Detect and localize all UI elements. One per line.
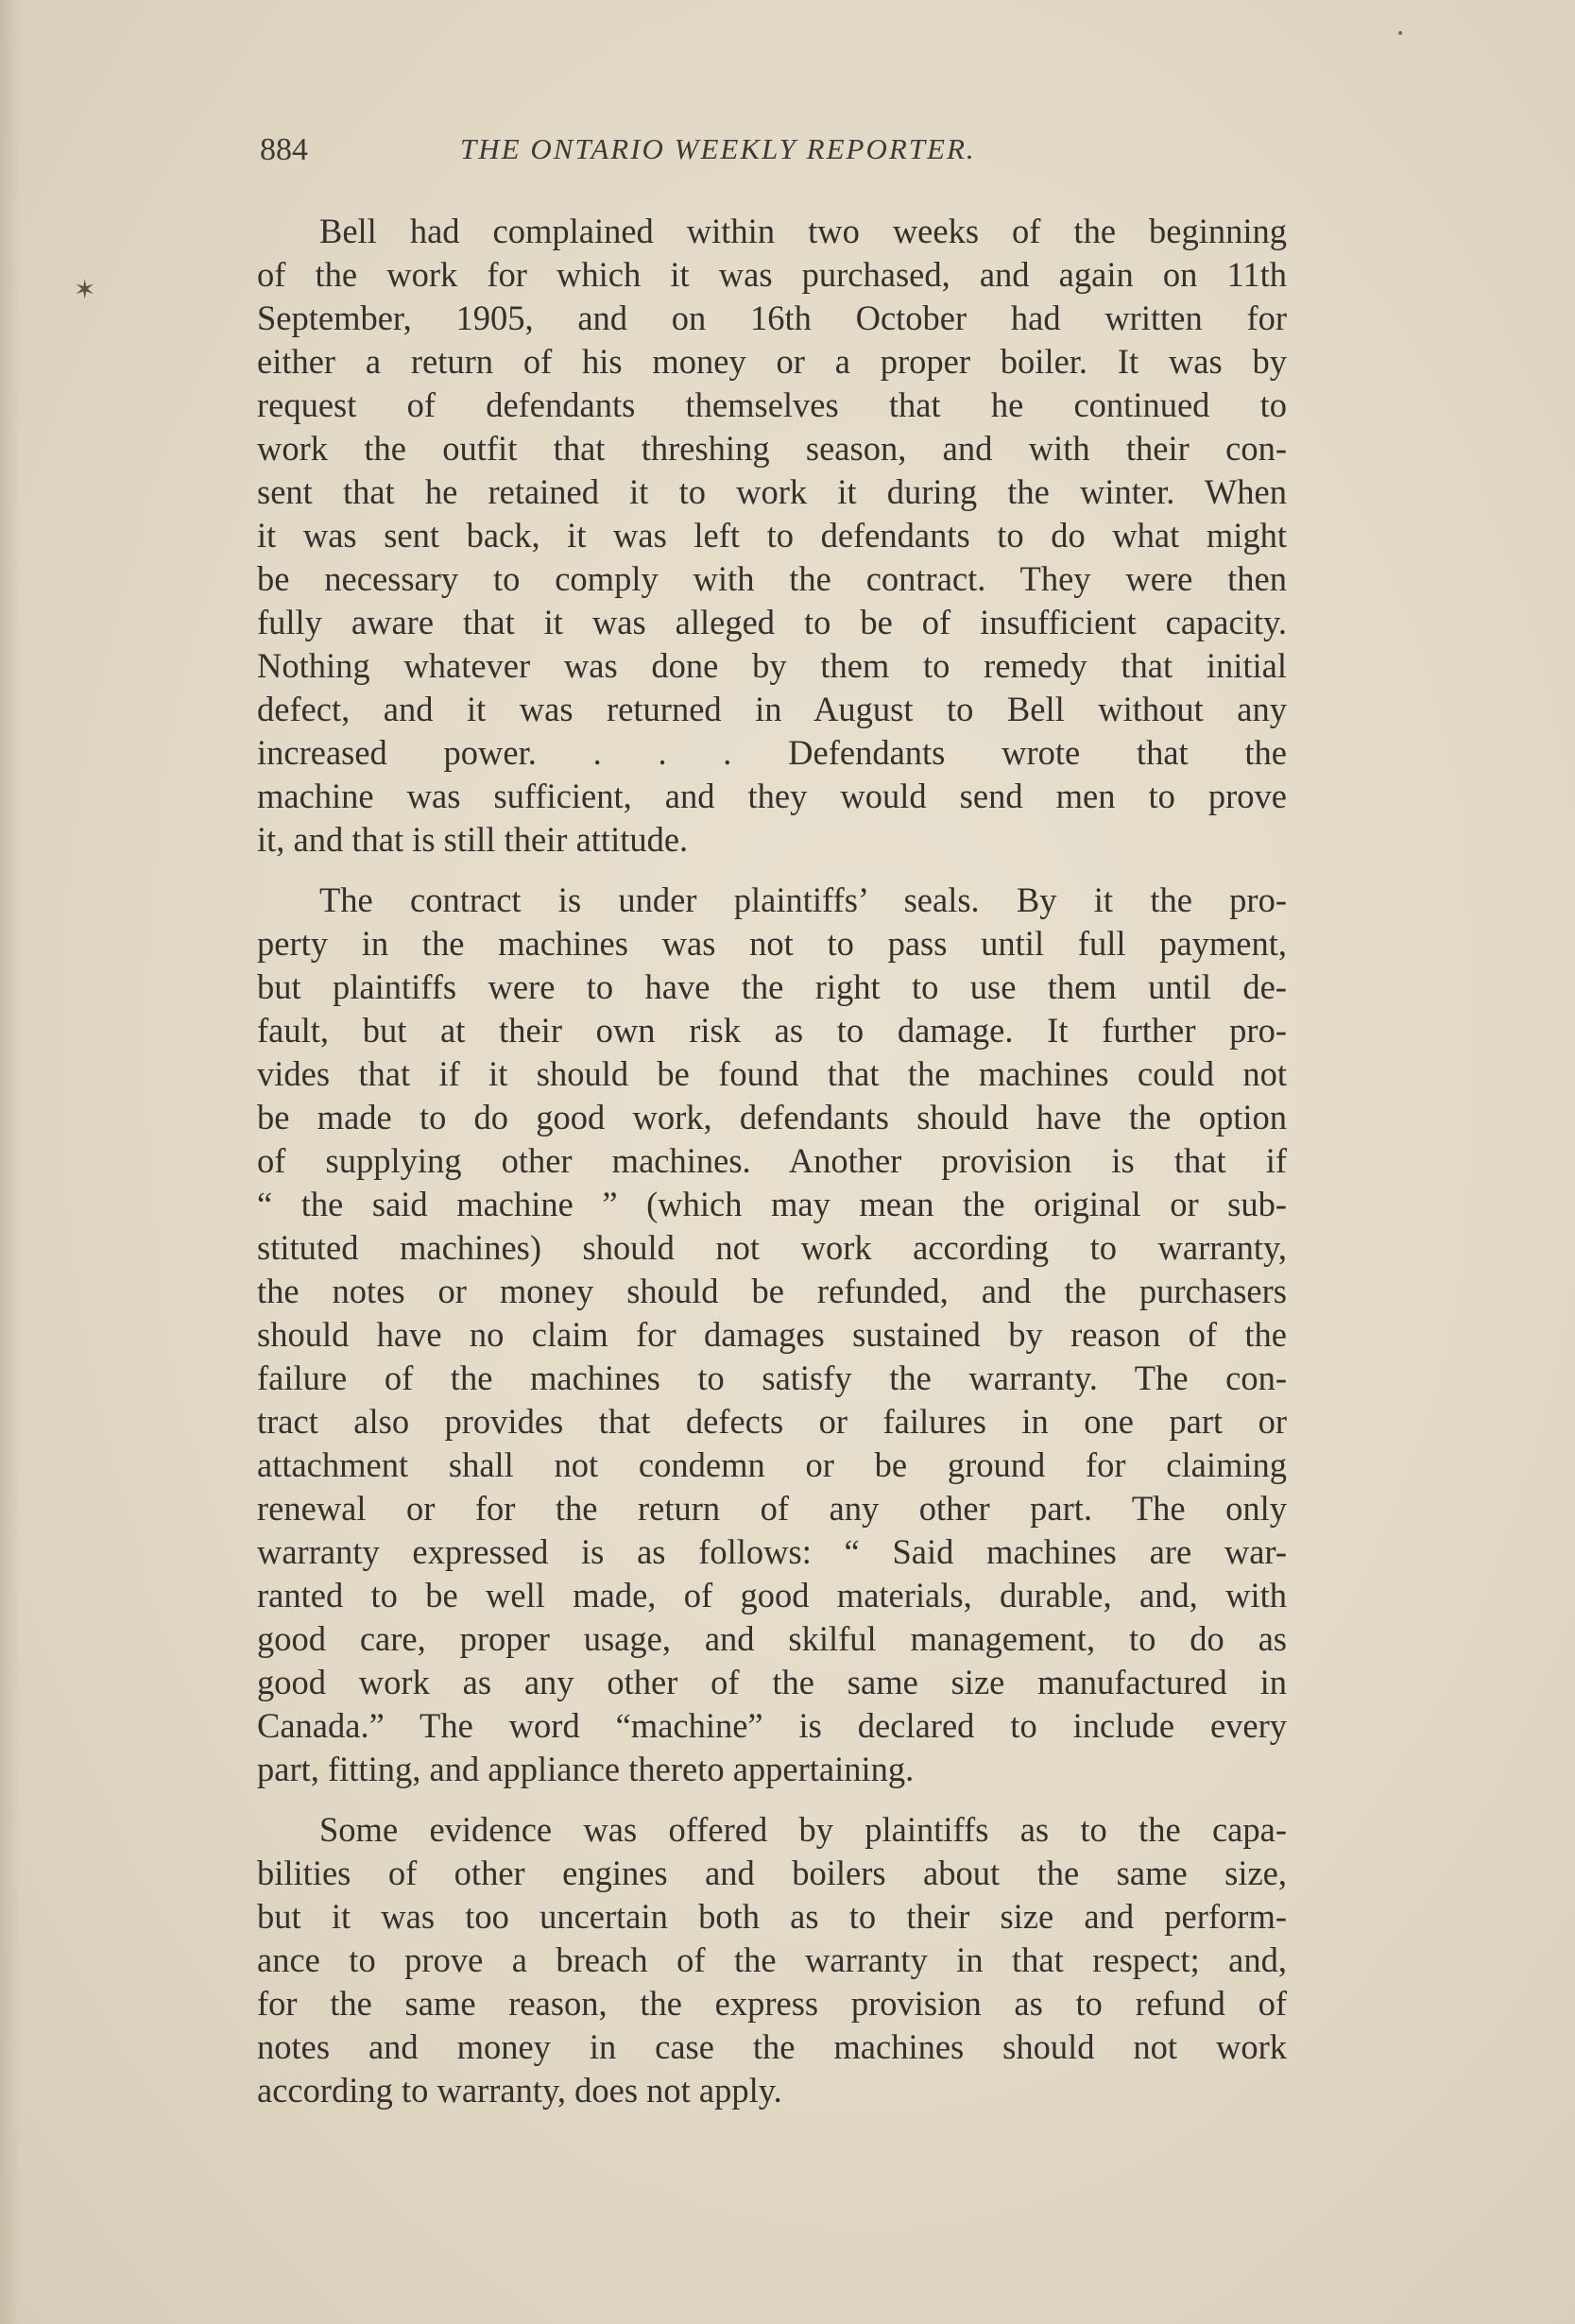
text-line: it was sent back, it was left to defendants to do what might bbox=[257, 516, 1287, 555]
text-line: increased power. . . . Defendants wrote that the bbox=[257, 733, 1287, 772]
text-line: of the work for which it was purchased, and again on 11th bbox=[257, 255, 1287, 294]
body-text bbox=[257, 210, 1287, 2129]
text-line: September, 1905, and on 16th October had written for bbox=[257, 299, 1287, 337]
text-line: “ the said machine ” (which may mean the original or sub- bbox=[257, 1185, 1287, 1223]
text-line: Nothing whatever was done by them to remedy that initial bbox=[257, 646, 1287, 685]
text-line: good care, proper usage, and skilful management, to do as bbox=[257, 1619, 1287, 1658]
text-line: defect, and it was returned in August to Bell without any bbox=[257, 690, 1287, 728]
text-line: perty in the machines was not to pass until full payment, bbox=[257, 924, 1287, 963]
running-title: THE ONTARIO WEEKLY REPORTER. bbox=[460, 132, 976, 165]
text-line: Some evidence was offered by plaintiffs as to the capa- bbox=[319, 1810, 1287, 1849]
text-line: vides that if it should be found that the machines could not bbox=[257, 1054, 1287, 1093]
paragraph bbox=[257, 210, 1287, 862]
text-line: machine was sufficient, and they would send men to prove bbox=[257, 777, 1287, 815]
text-line: of supplying other machines. Another provision is that if bbox=[257, 1141, 1287, 1180]
text-line: renewal or for the return of any other part. The only bbox=[257, 1489, 1287, 1528]
text-line: tract also provides that defects or failures in one part or bbox=[257, 1402, 1287, 1441]
margin-mark: ✶ bbox=[74, 274, 96, 305]
text-line: be made to do good work, defendants should have the option bbox=[257, 1098, 1287, 1136]
page-header bbox=[260, 132, 1299, 189]
text-line: bilities of other engines and boilers about the same size, bbox=[257, 1854, 1287, 1892]
text-line: Bell had complained within two weeks of the beginning bbox=[319, 212, 1287, 250]
text-line: attachment shall not condemn or be ground for claiming bbox=[257, 1445, 1287, 1484]
text-line: the notes or money should be refunded, and the purchasers bbox=[257, 1272, 1287, 1310]
text-line: be necessary to comply with the contract. They were then bbox=[257, 559, 1287, 598]
speck-mark: • bbox=[1396, 26, 1405, 42]
text-line: Canada.” The word “machine” is declared to include every bbox=[257, 1706, 1287, 1745]
page-number: 884 bbox=[260, 132, 308, 167]
text-line: for the same reason, the express provision as to refund of bbox=[257, 1984, 1287, 2023]
text-line: according to warranty, does not apply. bbox=[257, 2071, 782, 2110]
text-line: notes and money in case the machines should not work bbox=[257, 2027, 1287, 2066]
text-line: ranted to be well made, of good materials, durable, and, with bbox=[257, 1576, 1287, 1615]
text-line: warranty expressed is as follows: “ Said machines are war- bbox=[257, 1532, 1287, 1571]
paragraph bbox=[257, 1808, 1287, 2112]
text-line: fault, but at their own risk as to damage. It further pro- bbox=[257, 1011, 1287, 1050]
text-line: ance to prove a breach of the warranty in that respect; and, bbox=[257, 1940, 1287, 1979]
text-line: stituted machines) should not work according to warranty, bbox=[257, 1228, 1287, 1267]
text-line: The contract is under plaintiffs’ seals. By it the pro- bbox=[319, 880, 1287, 919]
text-line: failure of the machines to satisfy the warranty. The con- bbox=[257, 1359, 1287, 1397]
text-line: sent that he retained it to work it during the winter. When bbox=[257, 472, 1287, 511]
text-line: good work as any other of the same size manufactured in bbox=[257, 1663, 1287, 1701]
text-line: fully aware that it was alleged to be of insufficient capacity. bbox=[257, 603, 1287, 641]
text-line: it, and that is still their attitude. bbox=[257, 820, 689, 859]
text-line: but plaintiffs were to have the right to use them until de- bbox=[257, 967, 1287, 1006]
text-line: either a return of his money or a proper boiler. It was by bbox=[257, 342, 1287, 381]
text-line: but it was too uncertain both as to their size and perform- bbox=[257, 1897, 1287, 1936]
text-line: request of defendants themselves that he continued to bbox=[257, 385, 1287, 424]
text-line: work the outfit that threshing season, and with their con- bbox=[257, 429, 1287, 468]
binding-shadow bbox=[0, 0, 21, 2324]
paragraph bbox=[257, 879, 1287, 1791]
text-line: should have no claim for damages sustained by reason of the bbox=[257, 1315, 1287, 1354]
text-line: part, fitting, and appliance thereto appertaining. bbox=[257, 1750, 915, 1788]
